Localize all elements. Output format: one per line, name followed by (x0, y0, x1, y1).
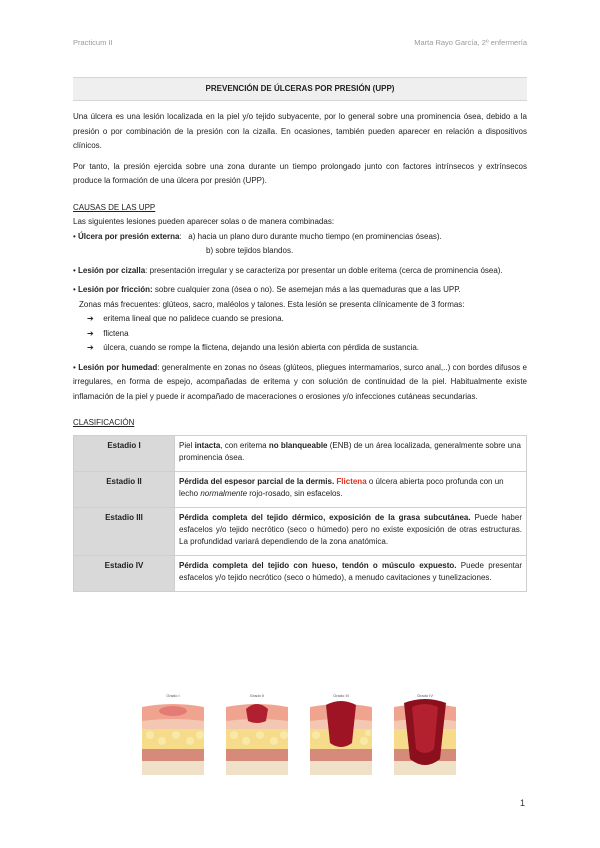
stage-description (175, 507, 527, 555)
desc-bold: Pérdida completa del tejido con hueso, tendón o músculo expuesto. (179, 560, 457, 570)
skin-section-grade-3 (310, 699, 372, 775)
intro-paragraph-1: Una úlcera es una lesión localizada en la piel y/o tejido subyacente, por lo general sobre una prominencia ósea, debido a la presión o por combinación de la presión con la cizalla. En ocasiones, también pueden aparecer en relación a dispositivos clínicos. (73, 112, 527, 150)
stage-label: Estadio II (74, 471, 175, 507)
desc-text: Puede haber esfacelos y/o tejido necrótico (seco o húmedo) pero no existe exposición de otras estructuras. La profundidad variará dependiendo de la zona anatómica. (179, 512, 522, 546)
skin-section-grade-2 (226, 699, 288, 775)
causes-lead: Las siguientes lesiones pueden aparecer solas o de manera combinadas: (73, 217, 335, 226)
desc-italic: normalmente (200, 488, 248, 498)
cause-friccion-zonas: Zonas más frecuentes: glúteos, sacro, maléolos y talones. Esta lesión se presenta clínicamente de 3 formas: (79, 299, 465, 309)
cause-humedad-text: : generalmente en zonas no óseas (glúteos, pliegues intermamarios, surco anal,..) con bordes difusos e irregulares, en forma de espejo, acompañadas de eritema y con solución de continuidad de la piel. Habitualmente existe inflamación de la piel y puede ir acompañado de maceraciones o erosiones y/o infecciones cutáneas secundarias. (73, 362, 527, 401)
figure-label: Grado III (333, 693, 349, 698)
table-row (74, 471, 527, 507)
friccion-form-text: flictena (103, 328, 129, 338)
header-author: Marta Rayo García, 2º enfermería (414, 38, 527, 47)
figure-label: Grado IV (416, 693, 433, 698)
desc-bold: Pérdida completa del tejido dérmico, exposición de la grasa subcutánea. (179, 512, 471, 522)
desc-text: o úlcera abierta poco profunda con un lecho (179, 476, 504, 498)
ulcer-stages-figure (142, 693, 458, 775)
cause-friccion: • Lesión por fricción: sobre cualquier zona (ósea o no). Se asemejan más a las quemaduras que a las UPP. (73, 285, 461, 294)
cause-externa-b: b) sobre tejidos blandos. (206, 246, 294, 255)
table-row (74, 435, 527, 471)
figure-grade-4 (394, 693, 456, 775)
cause-cizalla-label: Lesión por cizalla (78, 265, 146, 275)
cause-externa-a: a) hacia un plano duro durante mucho tiempo (en prominencias óseas). (188, 231, 442, 241)
table-row (74, 507, 527, 555)
cause-cizalla-text: : presentación irregular y se caracteriza por presentar un doble eritema (cerca de prominencia ósea). (145, 265, 503, 275)
desc-text: , con eritema (220, 440, 269, 450)
skin-section-grade-1 (142, 699, 204, 775)
cause-friccion-text: sobre cualquier zona (ósea o no). Se asemejan más a las quemaduras que a las UPP. (152, 285, 461, 294)
stage-label: Estadio III (74, 507, 175, 555)
desc-red: Flictena (334, 476, 367, 486)
arrow-icon: ➔ (87, 314, 94, 323)
desc-bold: intacta (194, 440, 221, 450)
friccion-form-text: eritema lineal que no palidece cuando se presiona. (103, 314, 284, 323)
stage-description (175, 435, 527, 471)
arrow-icon: ➔ (87, 343, 94, 352)
figure-label: Grado I (166, 693, 180, 698)
friccion-form-1 (73, 312, 527, 327)
classification-heading: CLASIFICACIÓN (73, 418, 135, 427)
figure-grade-2 (226, 693, 288, 775)
desc-bold: Pérdida del espesor parcial de la dermis. (179, 476, 335, 486)
figure-grade-3 (310, 693, 372, 775)
stage-description (175, 471, 527, 507)
friccion-form-3 (73, 341, 527, 356)
desc-text: Puede presentar esfacelos y/o tejido necrótico (seco o húmedo), a menudo cavitaciones y tunelizaciones. (179, 560, 523, 582)
cause-friccion-label: Lesión por fricción: (78, 285, 153, 294)
friccion-form-2 (73, 327, 527, 342)
causes-heading: CAUSAS DE LAS UPP (73, 202, 156, 212)
stage-label: Estadio IV (74, 555, 175, 591)
document-body (73, 110, 527, 592)
cause-externa-label: Úlcera por presión externa (78, 231, 180, 241)
stage-description (175, 555, 527, 591)
table-row (74, 555, 527, 591)
cause-cizalla: • Lesión por cizalla: presentación irregular y se caracteriza por presentar un doble eritema (cerca de prominencia ósea). (73, 265, 503, 275)
page-number: 1 (519, 798, 525, 808)
desc-bold: no blanqueable (268, 440, 328, 450)
header-course: Practicum II (73, 38, 113, 47)
figure-label: Grado II (249, 693, 265, 698)
desc-text: (ENB) de un área localizada, generalmente sobre una prominencia ósea. (179, 440, 521, 462)
arrow-icon: ➔ (87, 328, 94, 338)
desc-text: Piel (179, 440, 195, 450)
friccion-form-text: úlcera, cuando se rompe la flictena, dejando una lesión abierta con pérdida de sustancia. (103, 343, 419, 352)
stage-label: Estadio I (74, 435, 175, 471)
cause-humedad-label: Lesión por humedad (78, 362, 158, 372)
skin-section-grade-4 (394, 699, 456, 775)
desc-text: rojo-rosado, sin esfacelos. (247, 488, 343, 498)
intro-paragraph-2: Por tanto, la presión ejercida sobre una zona durante un tiempo prolongado junto con factores intrínsecos y extrínsecos produce la formación de una úlcera por presión (UPP). (73, 161, 527, 185)
classification-table (73, 435, 527, 592)
cause-humedad: • Lesión por humedad: generalmente en zonas no óseas (glúteos, pliegues intermamarios, surco anal,..) con bordes difusos e irregulares, en forma de espejo, acompañadas de eritema y con solución de continuidad de la piel. Habitualmente existe inflamación de la piel y puede ir acompañado de maceraciones o erosiones y/o infecciones cutáneas secundarias. (73, 362, 527, 401)
page-title: PREVENCIÓN DE ÚLCERAS POR PRESIÓN (UPP) (73, 77, 527, 101)
cause-externa: • Úlcera por presión externa: a) hacia un plano duro durante mucho tiempo (en prominencias óseas). (73, 231, 442, 241)
figure-grade-1 (142, 693, 204, 775)
